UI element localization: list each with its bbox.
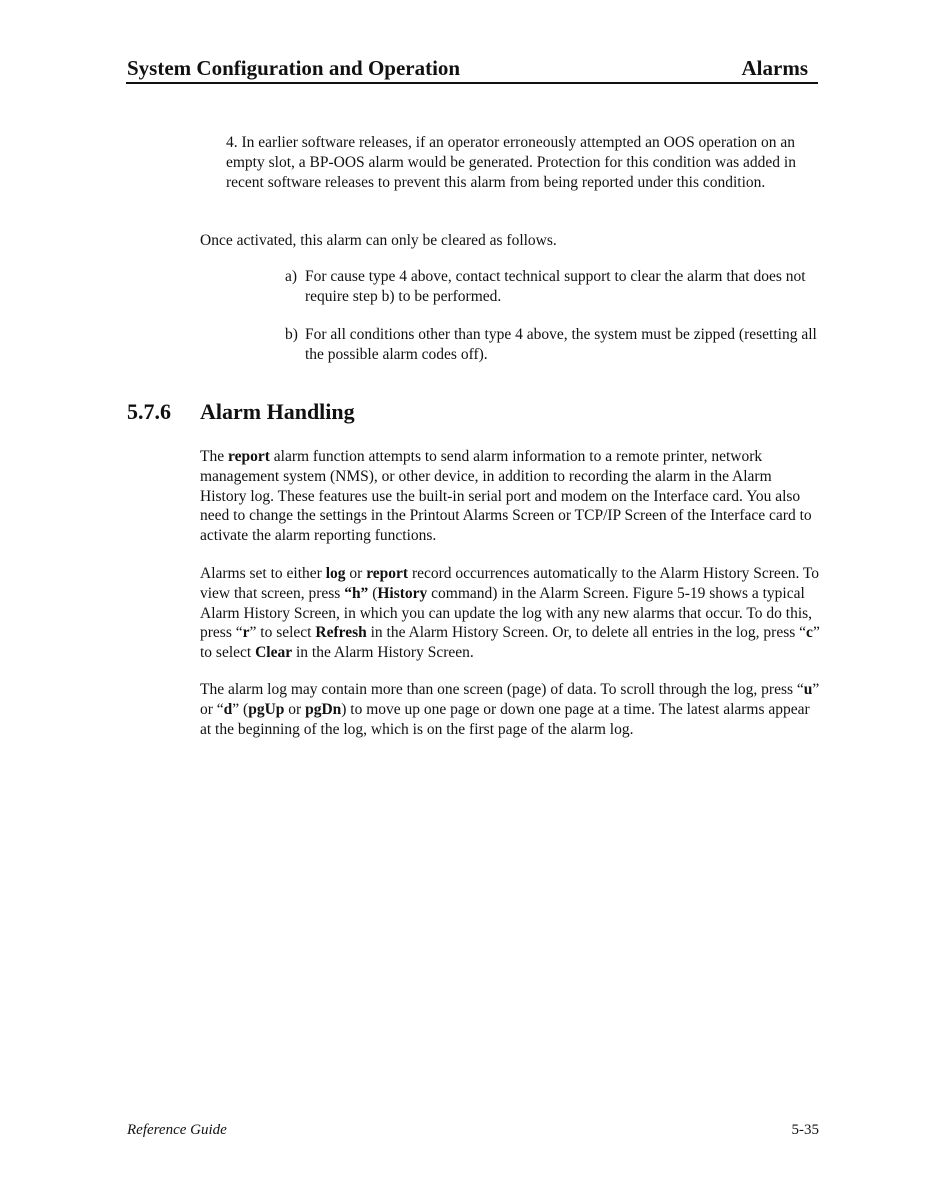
report-function-paragraph: The report alarm function attempts to send alarm information to a remote printer, network management system (NMS), or other device, in addition to recording the alarm in the Alarm History log. These features use the built-in serial port and modem on the Interface card. You also need to change the settings in the Printout Alarms Screen or TCP/IP Screen of the Interface card to activate the alarm reporting functions. <box>200 448 812 545</box>
header-divider <box>126 82 818 84</box>
key-u: u <box>803 681 813 698</box>
list-marker: a) <box>285 268 298 285</box>
key-r: r <box>242 624 250 642</box>
list-marker: b) <box>285 326 298 343</box>
key-h: “h” <box>344 584 369 602</box>
section-title: Alarm Handling <box>200 399 355 424</box>
term-report: report <box>227 448 270 465</box>
term-refresh: Refresh <box>315 624 367 642</box>
section-number: 5.7.6 <box>127 399 171 424</box>
cause-item-4: 4. In earlier software releases, if an operator erroneously attempted an OOS operation on an empty slot, a BP-OOS alarm would be generated. Protection for this condition was added in recent software releases to prevent this alarm from being reported under this condition. <box>226 134 796 191</box>
term-history: History <box>377 584 428 602</box>
term-pgdn: pgDn <box>305 700 342 718</box>
term-report: report <box>366 565 409 582</box>
alarm-history-paragraph: Alarms set to either log or report record occurrences automatically to the Alarm History Screen. To view that screen, press “h” (History command) in the Alarm Screen. Figure 5-19 shows a typical Alarm History Screen, in which you can update the log with any new alarms that occur. To do this, press “r” to select Refresh in the Alarm History Screen. Or, to delete all entries in the log, press “c” to select Clear in the Alarm History Screen. <box>200 565 820 662</box>
header-section-title: Alarms <box>741 56 808 80</box>
header-chapter-title: System Configuration and Operation <box>127 56 461 80</box>
term-clear: Clear <box>255 644 293 662</box>
list-text: For all conditions other than type 4 above, the system must be zipped (resetting all the possible alarm codes off). <box>305 326 817 363</box>
footer-doc-title: Reference Guide <box>127 1122 227 1138</box>
page-number: 5-35 <box>791 1122 819 1138</box>
key-d: d <box>223 700 233 718</box>
list-text: For cause type 4 above, contact technical support to clear the alarm that does not require step b) to be performed. <box>305 268 806 305</box>
once-activated-text: Once activated, this alarm can only be cleared as follows. <box>200 232 557 249</box>
key-c: c <box>806 624 813 642</box>
term-pgup: pgUp <box>248 700 285 718</box>
scroll-log-paragraph: The alarm log may contain more than one screen (page) of data. To scroll through the log, press “u” or “d” (pgUp or pgDn) to move up one page or down one page at a time. The latest alarms appear at the beginning of the log, which is on the first page of the alarm log. <box>200 681 820 738</box>
term-log: log <box>325 565 346 582</box>
